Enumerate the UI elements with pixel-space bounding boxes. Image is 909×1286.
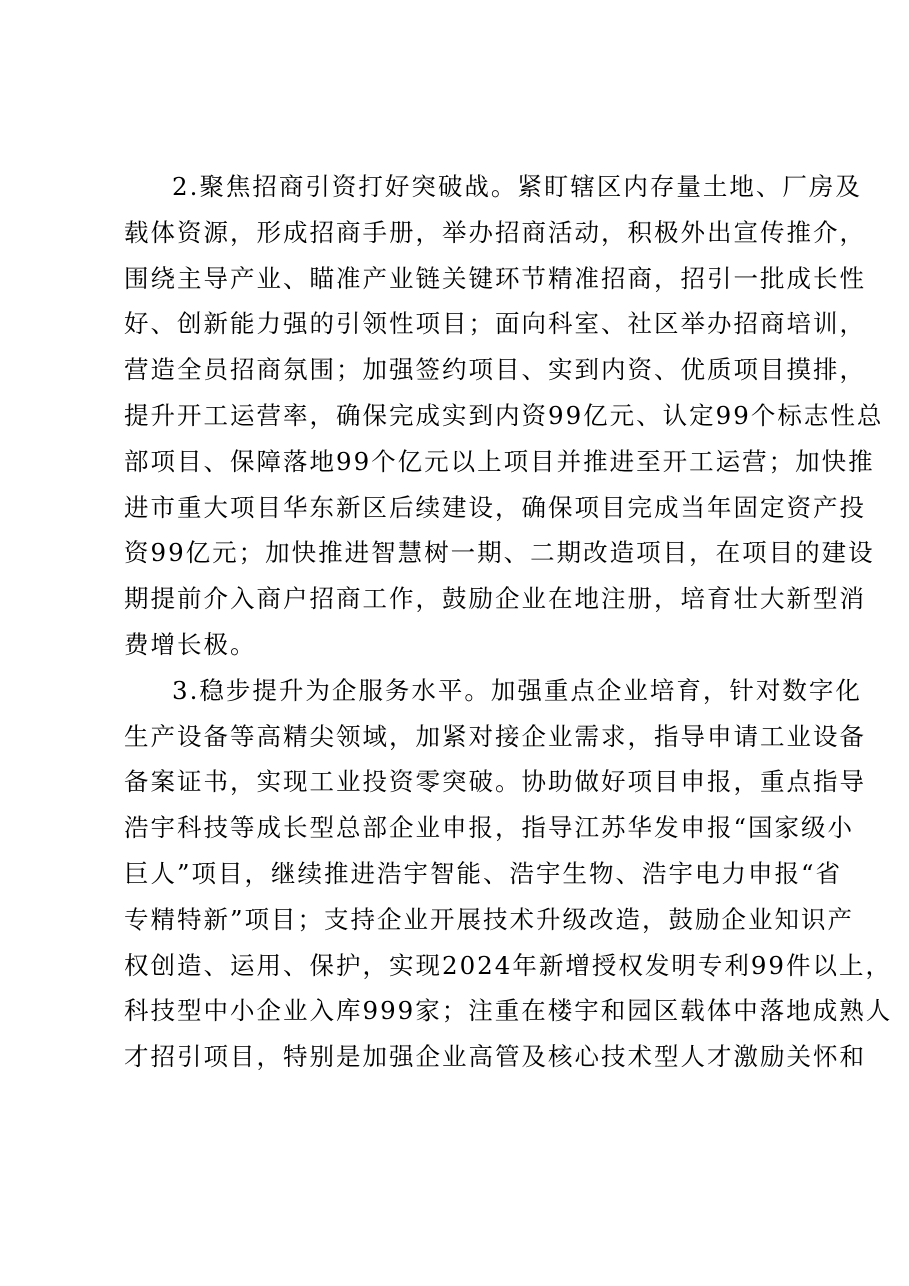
paragraph-enterprise-service (124, 668, 893, 1080)
paragraph-investment-attraction (124, 164, 884, 668)
text-line: 载体资源，形成招商手册，举办招商活动，积极外出宣传推介， (124, 217, 866, 247)
text-line: 科技型中小企业入库999家；注重在楼宇和园区载体中落地成熟人 (124, 996, 893, 1026)
document-body (124, 164, 893, 1080)
text-line: 费增长极。 (124, 629, 257, 659)
text-line: 备案证书，实现工业投资零突破。协助做好项目申报，重点指导 (124, 767, 866, 797)
text-line: 浩宇科技等成长型总部企业申报，指导江苏华发申报“国家级小 (124, 813, 855, 843)
text-line: 3.稳步提升为企服务水平。加强重点企业培育，针对数字化 (172, 675, 862, 705)
text-line: 2.聚焦招商引资打好突破战。紧盯辖区内存量土地、厂房及 (172, 172, 862, 201)
text-line: 进市重大项目华东新区后续建设，确保项目完成当年固定资产投 (124, 492, 866, 522)
text-line: 巨人”项目，继续推进浩宇智能、浩宇生物、浩宇电力申报“省 (124, 858, 843, 888)
text-line: 才招引项目，特别是加强企业高管及核心技术型人才激励关怀和 (124, 1042, 866, 1072)
text-line: 生产设备等高精尖领域，加紧对接企业需求，指导申请工业设备 (124, 721, 866, 751)
text-line: 专精特新”项目；支持企业开展技术升级改造，鼓励企业知识产 (124, 904, 855, 934)
text-line: 期提前介入商户招商工作，鼓励企业在地注册，培育壮大新型消 (124, 584, 866, 614)
text-line: 权创造、运用、保护，实现2024年新增授权发明专利99件以上， (124, 950, 893, 980)
text-line: 提升开工运营率，确保完成实到内资99亿元、认定99个标志性总 (124, 400, 884, 430)
text-line: 资99亿元；加快推进智慧树一期、二期改造项目，在项目的建设 (124, 538, 875, 568)
text-line: 营造全员招商氛围；加强签约项目、实到内资、优质项目摸排， (124, 355, 866, 385)
text-line: 围绕主导产业、瞄准产业链关键环节精准招商，招引一批成长性 (124, 263, 866, 293)
text-line: 好、创新能力强的引领性项目；面向科室、社区举办招商培训， (124, 309, 866, 339)
text-line: 部项目、保障落地99个亿元以上项目并推进至开工运营；加快推 (124, 446, 875, 476)
